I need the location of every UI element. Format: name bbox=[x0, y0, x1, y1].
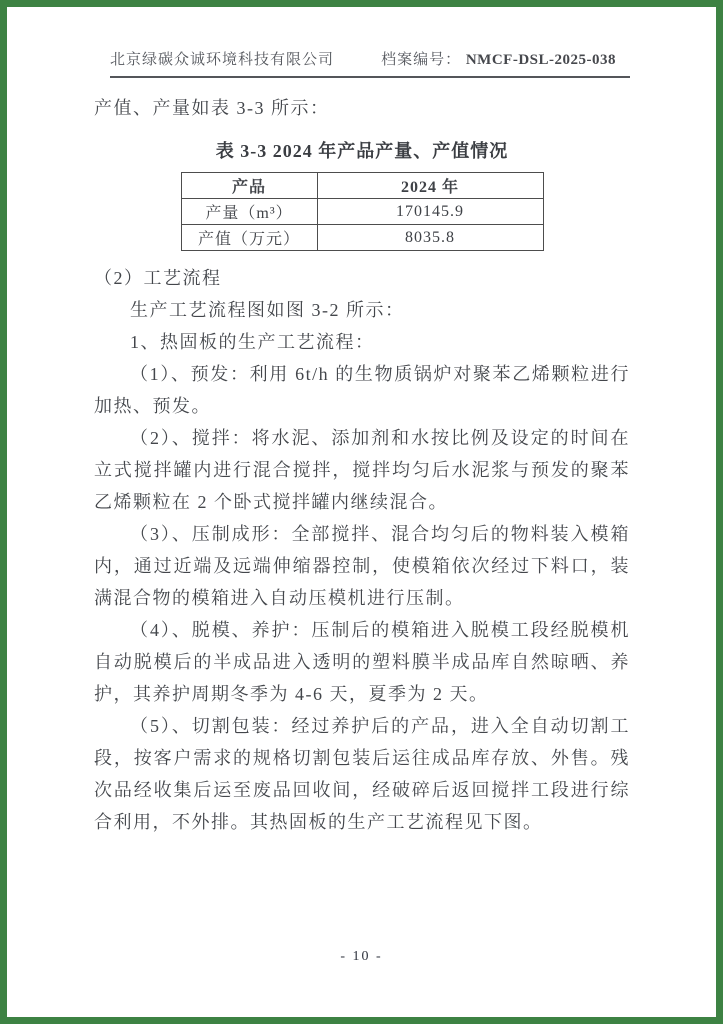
table-header-year: 2024 年 bbox=[317, 173, 543, 199]
archive-number-group bbox=[381, 48, 616, 69]
body-paragraphs bbox=[94, 294, 630, 838]
page-number: - 10 - bbox=[340, 949, 383, 964]
table-cell-value: 170145.9 bbox=[317, 199, 543, 225]
table-body bbox=[181, 199, 543, 251]
intro-line: 产值、产量如表 3-3 所示： bbox=[94, 98, 330, 118]
page-header bbox=[110, 48, 630, 78]
body-paragraph: （2）、搅拌：将水泥、添加剂和水按比例及设定的时间在立式搅拌罐内进行混合搅拌，搅拌均匀后水泥浆与预发的聚苯乙烯颗粒在 2 个卧式搅拌罐内继续混合。 bbox=[94, 428, 630, 512]
table-cell-label: 产值（万元） bbox=[181, 225, 317, 251]
body-paragraph: （3）、压制成形：全部搅拌、混合均匀后的物料装入模箱内，通过近端及远端伸缩器控制，使模箱依次经过下料口，装满混合物的模箱进入自动压模机进行压制。 bbox=[94, 524, 630, 608]
page bbox=[7, 7, 716, 838]
table-header-product: 产品 bbox=[181, 173, 317, 199]
table-row bbox=[181, 225, 543, 251]
table-cell-value: 8035.8 bbox=[317, 225, 543, 251]
body-paragraph: 1、热固板的生产工艺流程： bbox=[130, 332, 375, 352]
company-name: 北京绿碳众诚环境科技有限公司 bbox=[110, 52, 335, 68]
archive-label: 档案编号： bbox=[381, 52, 462, 68]
body-paragraph: （4）、脱模、养护：压制后的模箱进入脱模工段经脱模机自动脱模后的半成品进入透明的塑料膜半成品库自然晾晒、养护，其养护周期冬季为 4-6 天，夏季为 2 天。 bbox=[94, 620, 630, 704]
section-heading: （2）工艺流程 bbox=[94, 268, 222, 288]
archive-code: NMCF-DSL-2025-038 bbox=[465, 52, 616, 68]
body-paragraph: 生产工艺流程图如图 3-2 所示： bbox=[130, 300, 405, 320]
table-title: 表 3-3 2024 年产品产量、产值情况 bbox=[215, 141, 509, 161]
body-paragraph: （5）、切割包装：经过养护后的产品，进入全自动切割工段，按客户需求的规格切割包装后运往成品库存放、外售。残次品经收集后运至废品回收间，经破碎后返回搅拌工段进行综合利用，不外排。其热固板的生产工艺流程见下图。 bbox=[94, 716, 630, 832]
production-table bbox=[181, 172, 544, 251]
body-paragraph: （1）、预发：利用 6t/h 的生物质锅炉对聚苯乙烯颗粒进行加热、预发。 bbox=[94, 364, 630, 416]
table-cell-label: 产量（m³） bbox=[181, 199, 317, 225]
table-header-row bbox=[181, 173, 543, 199]
table-row bbox=[181, 199, 543, 225]
